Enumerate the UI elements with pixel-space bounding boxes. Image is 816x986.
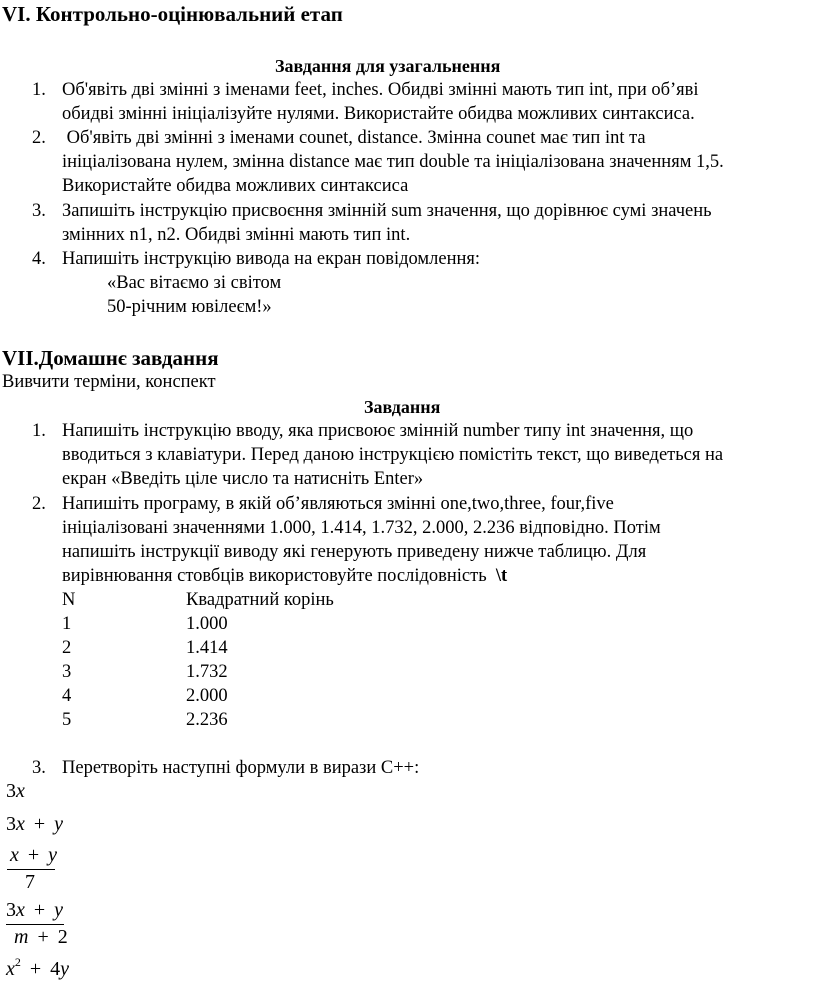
- table-cell: 4: [62, 686, 72, 706]
- list-item-line: Об'явіть дві змінні з іменами counet, distance. Змінна counet має тип int та: [62, 128, 646, 148]
- list-item-line: Напишіть інструкцію вивода на екран повідомлення:: [62, 249, 481, 269]
- list-item-line: ініціалізована нулем, змінна distance має тип double та ініціалізована значенням 1,5.: [62, 152, 724, 172]
- list-item-number: 2.: [32, 128, 46, 148]
- section-7-intro: Вивчити терміни, конспект: [2, 372, 216, 392]
- list-item-number: 1.: [32, 80, 46, 100]
- message-line-2: 50-річним ювілеєм!»: [107, 297, 272, 317]
- table-cell: 1.000: [186, 614, 228, 634]
- fraction-denominator: 7: [25, 871, 35, 893]
- formula-coef: 3: [6, 899, 16, 921]
- list-item-number: 3.: [32, 758, 46, 778]
- list-item-line: [62, 566, 507, 587]
- formula-op: +: [27, 844, 40, 866]
- list-item-line: обидві змінні ініціалізуйте нулями. Використайте обидва можливих синтаксиса.: [62, 104, 695, 124]
- list-item-line-text: вирівнювання стовбців використовуйте послідовність: [62, 566, 496, 586]
- fraction-denominator: [14, 926, 68, 949]
- list-item-line: напишіть інструкції виводу які генерують приведену нижче таблицю. Для: [62, 542, 647, 562]
- formula-var: x: [10, 844, 19, 866]
- section-6-heading: VI. Контрольно-оцінювальний етап: [2, 2, 343, 26]
- table-cell: 2: [62, 638, 72, 658]
- formula-op: +: [37, 926, 49, 948]
- table-cell: 2.236: [186, 710, 228, 730]
- list-item-line: Використайте обидва можливих синтаксиса: [62, 176, 409, 196]
- formula-coef: 3: [6, 813, 16, 835]
- fraction-numerator: [10, 844, 57, 867]
- formula-exponent: 2: [14, 955, 21, 969]
- formula-coef: 3: [6, 780, 16, 802]
- formula-op: +: [29, 958, 42, 980]
- list-item-line: вводиться з клавіатури. Перед даною інструкцією помістіть текст, що виведеться на: [62, 445, 724, 465]
- fraction-bar: [7, 869, 55, 870]
- section-6-subheading: Завдання для узагальнення: [275, 56, 501, 76]
- list-item-number: 1.: [32, 421, 46, 441]
- formula-num: 2: [57, 926, 68, 948]
- table-cell: 3: [62, 662, 72, 682]
- formula-5: [6, 955, 69, 981]
- list-item-line: Запишіть інструкцію присвоєння змінній sum значення, що дорівнює сумі значень: [62, 201, 712, 221]
- formula-1: [6, 780, 25, 803]
- formula-var: x: [16, 780, 25, 802]
- list-item-number: 2.: [32, 494, 46, 514]
- table-cell: 1.414: [186, 638, 228, 658]
- formula-var: x: [16, 813, 25, 835]
- formula-op: +: [33, 899, 46, 921]
- escape-sequence: \t: [495, 566, 508, 586]
- formula-var: x: [16, 899, 25, 921]
- list-item-line: Об'явіть дві змінні з іменами feet, inches. Обидві змінні мають тип int, при об’яві: [62, 80, 699, 100]
- list-item-line: Перетворіть наступні формули в вирази С++:: [62, 758, 420, 778]
- table-header-n: N: [62, 590, 76, 610]
- table-cell: 2.000: [186, 686, 228, 706]
- fraction-numerator: [6, 899, 63, 922]
- formula-var: y: [48, 844, 58, 866]
- message-line-1: «Вас вітаємо зі світом: [107, 273, 282, 293]
- formula-op: +: [33, 813, 46, 835]
- list-item-line: змінних n1, n2. Обидві змінні мають тип int.: [62, 225, 411, 245]
- formula-var: y: [54, 813, 64, 835]
- table-header-root: Квадратний корінь: [186, 590, 334, 610]
- formula-var: y: [60, 958, 70, 980]
- formula-var: m: [14, 926, 29, 948]
- section-7-heading: VII.Домашнє завдання: [2, 346, 219, 370]
- list-item-number: 4.: [32, 249, 46, 269]
- table-cell: 5: [62, 710, 72, 730]
- formula-var: x: [6, 958, 15, 980]
- formula-2: [6, 813, 63, 836]
- section-7-subheading: Завдання: [364, 397, 441, 417]
- list-item-line: Напишіть програму, в якій об’являються змінні one,two,three, four,five: [62, 494, 614, 514]
- fraction-bar: [6, 924, 64, 925]
- list-item-line: ініціалізовані значеннями 1.000, 1.414, 1.732, 2.000, 2.236 відповідно. Потім: [62, 518, 661, 538]
- formula-var: y: [54, 899, 64, 921]
- table-cell: 1.732: [186, 662, 228, 682]
- list-item-line: Напишіть інструкцію вводу, яка присвоює змінній number типу int значення, що: [62, 421, 694, 441]
- table-cell: 1: [62, 614, 72, 634]
- list-item-number: 3.: [32, 201, 46, 221]
- list-item-line: екран «Введіть ціле число та натисніть Enter»: [62, 469, 424, 489]
- formula-coef: 4: [50, 958, 61, 980]
